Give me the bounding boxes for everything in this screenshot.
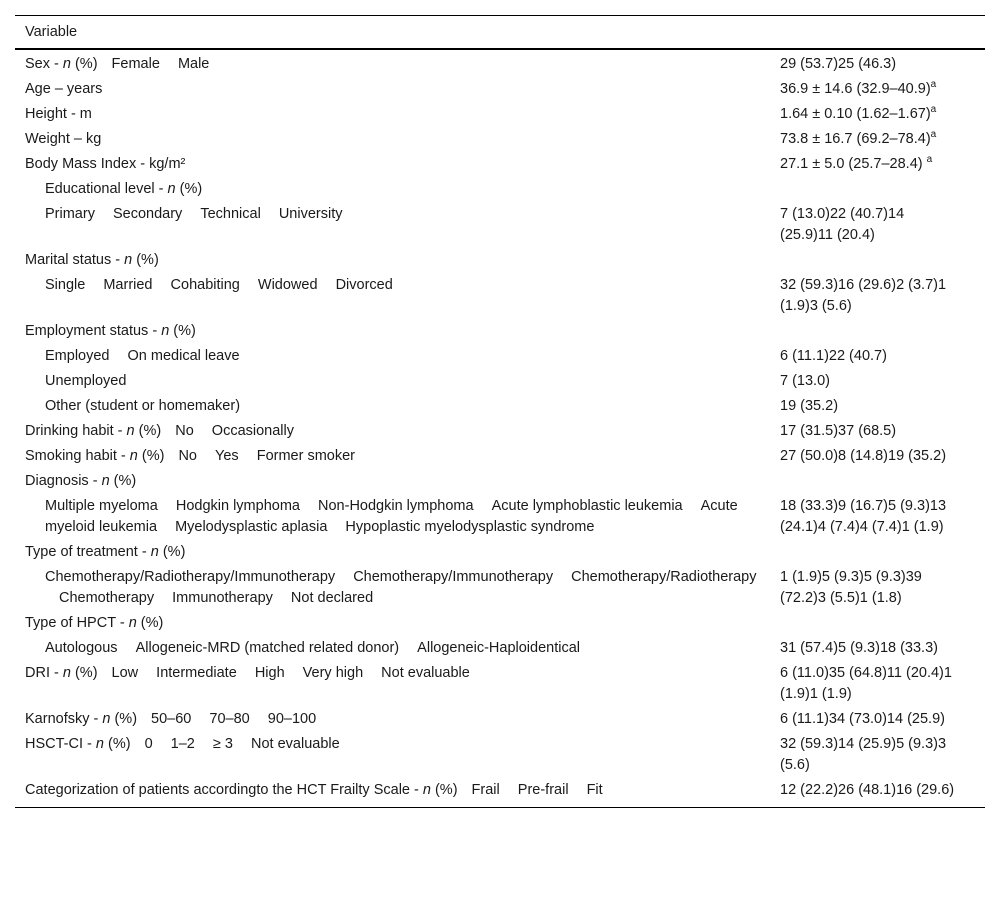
variable-label: Age – years [25, 81, 103, 97]
variable-cell [15, 49, 770, 77]
category-option: Multiple myeloma [45, 498, 158, 514]
footnote-marker: a [926, 154, 933, 166]
value-cell [770, 394, 985, 419]
n-symbol: n [422, 782, 431, 798]
table-header [15, 16, 985, 50]
value-text: 1.64 ± 0.10 (1.62–1.67) [780, 106, 931, 122]
value-cell [770, 419, 985, 444]
variable-cell [15, 77, 770, 102]
category-option: Allogeneic-MRD (matched related donor) [135, 640, 400, 656]
table-row [15, 49, 985, 77]
variable-label: Marital status - [25, 252, 125, 268]
table-row [15, 394, 985, 419]
variable-cell [15, 202, 770, 248]
value-text: 7 (13.0) [780, 373, 830, 389]
value-cell [770, 444, 985, 469]
category-option: Chemotherapy/Immunotherapy [353, 569, 554, 585]
footnote-marker: a [930, 104, 937, 116]
n-symbol: n [161, 323, 170, 339]
value-cell [770, 177, 985, 202]
variable-label: Smoking habit - [25, 448, 130, 464]
variable-label: Weight – kg [25, 131, 102, 147]
variable-label: DRI - [25, 665, 63, 681]
value-text: 6 (11.1)22 (40.7) [780, 348, 887, 364]
category-option: Secondary [112, 206, 183, 222]
category-option: 90–100 [267, 711, 317, 727]
n-symbol: n [101, 473, 110, 489]
unit-label: (%) [169, 323, 196, 339]
category-option: Immunotherapy [172, 590, 273, 606]
n-symbol: n [62, 56, 71, 72]
table-row [15, 369, 985, 394]
n-symbol: n [150, 544, 159, 560]
unit-label: (%) [132, 252, 159, 268]
header-value [770, 16, 985, 50]
variable-cell [15, 778, 770, 808]
value-text: 18 (33.3)9 (16.7)5 (9.3)13 (24.1)4 (7.4)4 (7.4)1 (1.9) [780, 498, 947, 535]
variable-cell [15, 636, 770, 661]
table-row [15, 494, 985, 540]
value-cell [770, 273, 985, 319]
variable-cell [15, 127, 770, 152]
unit-label: (%) [137, 448, 165, 464]
n-symbol: n [128, 615, 137, 631]
footnote-marker: a [930, 129, 937, 141]
category-option: Acute lymphoblastic leukemia [491, 498, 683, 514]
table-row [15, 77, 985, 102]
variable-cell [15, 369, 770, 394]
category-option: Former smoker [256, 448, 356, 464]
category-option: Not evaluable [251, 736, 340, 752]
table-row [15, 177, 985, 202]
patient-characteristics-table [15, 15, 985, 808]
table-row [15, 344, 985, 369]
value-text: 73.8 ± 16.7 (69.2–78.4) [780, 131, 931, 147]
category-option: Intermediate [156, 665, 237, 681]
variable-cell [15, 394, 770, 419]
category-option: Female [111, 56, 160, 72]
category-option: Fit [586, 782, 603, 798]
category-option: Not declared [290, 590, 374, 606]
table-row [15, 248, 985, 273]
category-option: Other (student or homemaker) [45, 398, 241, 414]
category-option: Technical [200, 206, 261, 222]
n-symbol: n [102, 711, 111, 727]
category-option: Divorced [335, 277, 393, 293]
category-option: 1–2 [170, 736, 195, 752]
variable-label: Employment status - [25, 323, 162, 339]
table-row [15, 707, 985, 732]
variable-cell [15, 273, 770, 319]
table-row [15, 273, 985, 319]
table-row [15, 202, 985, 248]
category-option: 50–60 [151, 711, 192, 727]
table-row [15, 102, 985, 127]
table-row [15, 540, 985, 565]
variable-label: HSCT-CI - [25, 736, 96, 752]
category-option: Frail [471, 782, 500, 798]
table-row [15, 152, 985, 177]
category-option: Not evaluable [381, 665, 470, 681]
table-row [15, 732, 985, 778]
category-option: Single [45, 277, 86, 293]
category-option: Chemotherapy/Radiotherapy [571, 569, 757, 585]
category-option: Yes [215, 448, 239, 464]
table-row [15, 778, 985, 808]
table-row [15, 444, 985, 469]
category-option: Very high [302, 665, 364, 681]
value-cell [770, 565, 985, 611]
category-option: Married [103, 277, 153, 293]
value-cell [770, 127, 985, 152]
variable-label: Sex - [25, 56, 63, 72]
n-symbol: n [62, 665, 71, 681]
value-cell [770, 732, 985, 778]
category-option: Low [111, 665, 139, 681]
variable-cell [15, 419, 770, 444]
variable-cell [15, 565, 770, 611]
variable-cell [15, 707, 770, 732]
variable-label: Type of treatment - [25, 544, 151, 560]
variable-label: Height - m [25, 106, 92, 122]
variable-cell [15, 661, 770, 707]
variable-cell [15, 177, 770, 202]
category-option: Hodgkin lymphoma [175, 498, 300, 514]
variable-label: Educational level - [45, 181, 168, 197]
variable-label: Karnofsky - [25, 711, 103, 727]
value-cell [770, 248, 985, 273]
variable-cell [15, 344, 770, 369]
value-cell [770, 152, 985, 177]
category-option: Pre-frail [517, 782, 569, 798]
value-cell [770, 469, 985, 494]
variable-cell [15, 444, 770, 469]
value-cell [770, 636, 985, 661]
unit-label: (%) [70, 665, 98, 681]
value-text: 12 (22.2)26 (48.1)16 (29.6) [780, 782, 955, 798]
variable-cell [15, 319, 770, 344]
footnote-marker: a [930, 79, 937, 91]
value-text: 6 (11.0)35 (64.8)11 (20.4)1 (1.9)1 (1.9) [780, 665, 952, 702]
value-cell [770, 344, 985, 369]
unit-label: (%) [103, 736, 131, 752]
table-row [15, 611, 985, 636]
value-text: 32 (59.3)14 (25.9)5 (9.3)3 (5.6) [780, 736, 947, 773]
unit-label: (%) [134, 423, 162, 439]
category-option: No [178, 448, 197, 464]
variable-label: Type of HPCT - [25, 615, 129, 631]
table-container [15, 15, 985, 808]
value-text: 32 (59.3)16 (29.6)2 (3.7)1 (1.9)3 (5.6) [780, 277, 947, 314]
variable-cell [15, 611, 770, 636]
value-cell [770, 707, 985, 732]
value-cell [770, 661, 985, 707]
table-row [15, 127, 985, 152]
value-text: 36.9 ± 14.6 (32.9–40.9) [780, 81, 931, 97]
n-symbol: n [126, 423, 135, 439]
value-text: 6 (11.1)34 (73.0)14 (25.9) [780, 711, 945, 727]
value-text: 7 (13.0)22 (40.7)14 (25.9)11 (20.4) [780, 206, 905, 243]
value-cell [770, 778, 985, 808]
n-symbol: n [124, 252, 133, 268]
table-row [15, 661, 985, 707]
table-row [15, 636, 985, 661]
value-text: 27 (50.0)8 (14.8)19 (35.2) [780, 448, 947, 464]
value-cell [770, 540, 985, 565]
value-text: 19 (35.2) [780, 398, 839, 414]
variable-label: Body Mass Index - kg/m² [25, 156, 186, 172]
category-option: Hypoplastic myelodysplastic syndrome [345, 519, 595, 535]
variable-cell [15, 469, 770, 494]
category-option: Autologous [45, 640, 118, 656]
category-option: Myelodysplastic aplasia [175, 519, 328, 535]
variable-cell [15, 732, 770, 778]
category-option: 0 [144, 736, 153, 752]
variable-cell [15, 102, 770, 127]
category-option: Non-Hodgkin lymphoma [318, 498, 474, 514]
category-option: No [175, 423, 194, 439]
variable-cell [15, 248, 770, 273]
value-cell [770, 369, 985, 394]
value-cell [770, 202, 985, 248]
value-text: 1 (1.9)5 (9.3)5 (9.3)39 (72.2)3 (5.5)1 (1.8) [780, 569, 922, 606]
category-option: Unemployed [45, 373, 127, 389]
variable-cell [15, 540, 770, 565]
category-option: Occasionally [211, 423, 294, 439]
category-option: Chemotherapy/Radiotherapy/Immunotherapy [45, 569, 336, 585]
n-symbol: n [167, 181, 176, 197]
header-row [15, 16, 985, 50]
category-option: University [278, 206, 343, 222]
value-cell [770, 102, 985, 127]
category-option: Cohabiting [170, 277, 240, 293]
variable-cell [15, 494, 770, 540]
n-symbol: n [95, 736, 104, 752]
unit-label: (%) [175, 181, 203, 197]
unit-label: (%) [109, 473, 137, 489]
category-option: Widowed [257, 277, 318, 293]
category-option: On medical leave [127, 348, 240, 364]
unit-label: (%) [70, 56, 98, 72]
category-option: Primary [45, 206, 95, 222]
category-option: Allogeneic-Haploidentical [417, 640, 580, 656]
value-text: 17 (31.5)37 (68.5) [780, 423, 897, 439]
value-cell [770, 319, 985, 344]
table-body [15, 49, 985, 808]
value-cell [770, 77, 985, 102]
category-option: Chemotherapy [59, 590, 155, 606]
value-cell [770, 494, 985, 540]
variable-cell [15, 152, 770, 177]
variable-label: Categorization of patients accordingto the HCT Frailty Scale - [25, 782, 423, 798]
variable-label: Drinking habit - [25, 423, 127, 439]
category-option: 70–80 [209, 711, 250, 727]
value-text: 29 (53.7)25 (46.3) [780, 56, 897, 72]
table-row [15, 319, 985, 344]
value-cell [770, 611, 985, 636]
n-symbol: n [129, 448, 138, 464]
category-option: Male [177, 56, 210, 72]
category-option: Employed [45, 348, 110, 364]
category-option: Acute myeloid leukemia [45, 498, 738, 535]
value-text: 27.1 ± 5.0 (25.7–28.4) [780, 156, 927, 172]
unit-label: (%) [136, 615, 164, 631]
unit-label: (%) [430, 782, 458, 798]
category-option: ≥ 3 [212, 736, 233, 752]
table-row [15, 419, 985, 444]
value-text: 31 (57.4)5 (9.3)18 (33.3) [780, 640, 938, 656]
unit-label: (%) [158, 544, 186, 560]
header-variable: Variable [25, 24, 78, 40]
category-option: High [254, 665, 285, 681]
unit-label: (%) [110, 711, 138, 727]
value-cell [770, 49, 985, 77]
variable-label: Diagnosis - [25, 473, 102, 489]
table-row [15, 565, 985, 611]
table-row [15, 469, 985, 494]
